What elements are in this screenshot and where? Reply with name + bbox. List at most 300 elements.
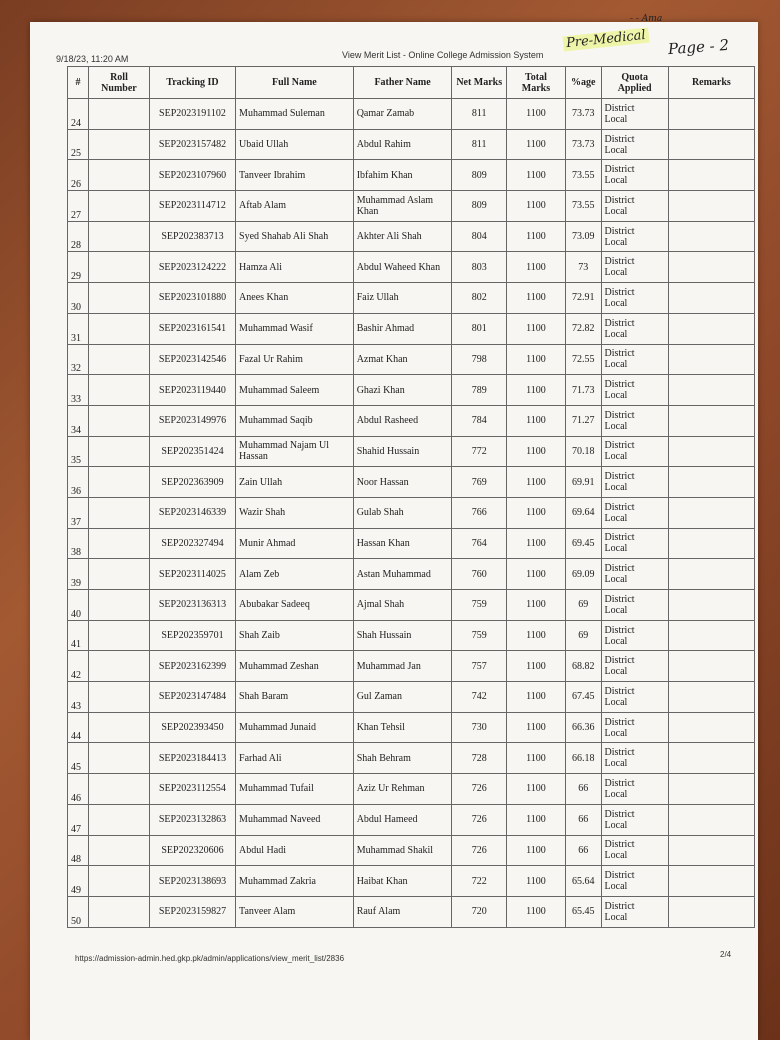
quota-line-1: District [604, 164, 635, 176]
footer-page-number: 2/4 [720, 950, 732, 959]
father-name: Faiz Ullah [353, 283, 452, 314]
roll-number [89, 375, 150, 406]
total-marks: 1100 [507, 835, 566, 866]
tracking-id: SEP2023101880 [149, 283, 235, 314]
page-title: View Merit List - Online College Admission System [342, 50, 544, 60]
father-name: Akhter Ali Shah [353, 221, 452, 252]
remarks [668, 283, 754, 314]
quota-applied [601, 467, 668, 498]
row-index: 50 [68, 896, 89, 927]
total-marks: 1100 [507, 99, 566, 130]
roll-number [89, 221, 150, 252]
quota-applied [601, 559, 668, 590]
father-name: Ajmal Shah [353, 590, 452, 621]
col-total-marks-header: Total Marks [507, 67, 566, 99]
quota-applied [601, 497, 668, 528]
net-marks: 784 [452, 405, 507, 436]
father-name: Aziz Ur Rehman [353, 774, 452, 805]
tracking-id: SEP202320606 [149, 835, 235, 866]
remarks [668, 528, 754, 559]
total-marks: 1100 [507, 559, 566, 590]
roll-number [89, 835, 150, 866]
row-index: 32 [68, 344, 89, 375]
table-row [68, 191, 755, 222]
quota-line-2: Local [604, 512, 628, 524]
row-index: 43 [68, 682, 89, 713]
quota-applied [601, 804, 668, 835]
row-index: 34 [68, 405, 89, 436]
percentage: 66 [565, 774, 601, 805]
quota-line-1: District [604, 624, 635, 636]
full-name: Wazir Shah [236, 497, 354, 528]
percentage: 70.18 [565, 436, 601, 467]
full-name: Munir Ahmad [236, 528, 354, 559]
tracking-id: SEP2023119440 [149, 375, 235, 406]
father-name: Gul Zaman [353, 682, 452, 713]
col-tracking-id-header: Tracking ID [149, 67, 235, 99]
quota-line-2: Local [604, 758, 628, 770]
quota-line-1: District [604, 286, 635, 298]
net-marks: 811 [452, 129, 507, 160]
total-marks: 1100 [507, 283, 566, 314]
quota-applied [601, 160, 668, 191]
quota-line-1: District [604, 440, 635, 452]
table-row [68, 221, 755, 252]
total-marks: 1100 [507, 590, 566, 621]
father-name: Muhammad Shakil [353, 835, 452, 866]
total-marks: 1100 [507, 313, 566, 344]
quota-line-1: District [604, 379, 635, 391]
quota-applied [601, 590, 668, 621]
father-name: Gulab Shah [353, 497, 452, 528]
full-name: Ubaid Ullah [236, 129, 354, 160]
row-index: 44 [68, 712, 89, 743]
remarks [668, 160, 754, 191]
row-index: 47 [68, 804, 89, 835]
tracking-id: SEP2023114712 [149, 191, 235, 222]
remarks [668, 497, 754, 528]
quota-line-2: Local [604, 359, 628, 371]
row-index: 38 [68, 528, 89, 559]
quota-line-1: District [604, 225, 635, 237]
net-marks: 757 [452, 651, 507, 682]
full-name: Tanveer Ibrahim [236, 160, 354, 191]
full-name: Muhammad Junaid [236, 712, 354, 743]
roll-number [89, 774, 150, 805]
total-marks: 1100 [507, 221, 566, 252]
tracking-id: SEP202363909 [149, 467, 235, 498]
row-index: 26 [68, 160, 89, 191]
quota-applied [601, 774, 668, 805]
quota-applied [601, 283, 668, 314]
remarks [668, 252, 754, 283]
quota-line-1: District [604, 133, 635, 145]
full-name: Muhammad Najam Ul Hassan [236, 436, 354, 467]
net-marks: 728 [452, 743, 507, 774]
father-name: Abdul Rahim [353, 129, 452, 160]
roll-number [89, 804, 150, 835]
tracking-id: SEP2023149976 [149, 405, 235, 436]
full-name: Muhammad Suleman [236, 99, 354, 130]
quota-line-2: Local [604, 850, 628, 862]
handwritten-top-note: - - Ama [630, 14, 663, 24]
remarks [668, 651, 754, 682]
father-name: Muhammad Jan [353, 651, 452, 682]
row-index: 30 [68, 283, 89, 314]
quota-line-2: Local [604, 635, 628, 647]
total-marks: 1100 [507, 651, 566, 682]
row-index: 39 [68, 559, 89, 590]
quota-line-2: Local [604, 144, 628, 156]
percentage: 69.64 [565, 497, 601, 528]
quota-applied [601, 344, 668, 375]
net-marks: 769 [452, 467, 507, 498]
father-name: Shah Hussain [353, 620, 452, 651]
quota-line-2: Local [604, 574, 628, 586]
roll-number [89, 344, 150, 375]
net-marks: 809 [452, 191, 507, 222]
quota-line-2: Local [604, 727, 628, 739]
table-row [68, 743, 755, 774]
quota-line-1: District [604, 685, 635, 697]
printed-page [30, 14, 758, 1040]
remarks [668, 344, 754, 375]
net-marks: 726 [452, 804, 507, 835]
row-index: 49 [68, 866, 89, 897]
tracking-id: SEP2023112554 [149, 774, 235, 805]
tracking-id: SEP2023161541 [149, 313, 235, 344]
quota-line-1: District [604, 532, 635, 544]
table-row [68, 620, 755, 651]
full-name: Abdul Hadi [236, 835, 354, 866]
row-index: 36 [68, 467, 89, 498]
full-name: Hamza Ali [236, 252, 354, 283]
tracking-id: SEP202327494 [149, 528, 235, 559]
full-name: Anees Khan [236, 283, 354, 314]
total-marks: 1100 [507, 804, 566, 835]
quota-line-1: District [604, 409, 635, 421]
table-row [68, 528, 755, 559]
full-name: Muhammad Naveed [236, 804, 354, 835]
total-marks: 1100 [507, 405, 566, 436]
header-row [68, 67, 755, 99]
table-row [68, 559, 755, 590]
roll-number [89, 682, 150, 713]
row-index: 45 [68, 743, 89, 774]
merit-list-table [67, 66, 755, 928]
total-marks: 1100 [507, 436, 566, 467]
full-name: Muhammad Zeshan [236, 651, 354, 682]
quota-line-1: District [604, 348, 635, 360]
remarks [668, 405, 754, 436]
percentage: 69.91 [565, 467, 601, 498]
full-name: Shah Zaib [236, 620, 354, 651]
total-marks: 1100 [507, 129, 566, 160]
remarks [668, 835, 754, 866]
net-marks: 809 [452, 160, 507, 191]
percentage: 65.45 [565, 896, 601, 927]
percentage: 72.91 [565, 283, 601, 314]
roll-number [89, 528, 150, 559]
percentage: 73 [565, 252, 601, 283]
print-datetime: 9/18/23, 11:20 AM [56, 54, 129, 64]
quota-applied [601, 405, 668, 436]
full-name: Farhad Ali [236, 743, 354, 774]
father-name: Qamar Zamab [353, 99, 452, 130]
roll-number [89, 436, 150, 467]
percentage: 69 [565, 620, 601, 651]
quota-line-1: District [604, 808, 635, 820]
percentage: 71.27 [565, 405, 601, 436]
full-name: Alam Zeb [236, 559, 354, 590]
net-marks: 801 [452, 313, 507, 344]
total-marks: 1100 [507, 191, 566, 222]
remarks [668, 375, 754, 406]
total-marks: 1100 [507, 712, 566, 743]
quota-line-2: Local [604, 236, 628, 248]
remarks [668, 221, 754, 252]
net-marks: 722 [452, 866, 507, 897]
net-marks: 803 [452, 252, 507, 283]
quota-line-2: Local [604, 696, 628, 708]
quota-line-2: Local [604, 911, 628, 923]
father-name: Hassan Khan [353, 528, 452, 559]
father-name: Abdul Rasheed [353, 405, 452, 436]
remarks [668, 774, 754, 805]
father-name: Abdul Waheed Khan [353, 252, 452, 283]
table-row [68, 774, 755, 805]
col-net-marks-header: Net Marks [452, 67, 507, 99]
roll-number [89, 405, 150, 436]
table-row [68, 804, 755, 835]
quota-line-2: Local [604, 113, 628, 125]
total-marks: 1100 [507, 344, 566, 375]
remarks [668, 129, 754, 160]
tracking-id: SEP2023146339 [149, 497, 235, 528]
quota-line-1: District [604, 716, 635, 728]
net-marks: 730 [452, 712, 507, 743]
percentage: 71.73 [565, 375, 601, 406]
father-name: Ghazi Khan [353, 375, 452, 406]
row-index: 41 [68, 620, 89, 651]
father-name: Abdul Hameed [353, 804, 452, 835]
table-row [68, 896, 755, 927]
quota-line-2: Local [604, 328, 628, 340]
col-percentage-header: %age [565, 67, 601, 99]
quota-line-2: Local [604, 297, 628, 309]
table-row [68, 682, 755, 713]
row-index: 42 [68, 651, 89, 682]
percentage: 66 [565, 835, 601, 866]
quota-applied [601, 99, 668, 130]
table-row [68, 835, 755, 866]
percentage: 67.45 [565, 682, 601, 713]
total-marks: 1100 [507, 896, 566, 927]
quota-line-1: District [604, 102, 635, 114]
tracking-id: SEP202393450 [149, 712, 235, 743]
row-index: 27 [68, 191, 89, 222]
roll-number [89, 467, 150, 498]
roll-number [89, 313, 150, 344]
percentage: 73.55 [565, 191, 601, 222]
remarks [668, 313, 754, 344]
percentage: 69.09 [565, 559, 601, 590]
total-marks: 1100 [507, 866, 566, 897]
roll-number [89, 743, 150, 774]
net-marks: 804 [452, 221, 507, 252]
father-name: Bashir Ahmad [353, 313, 452, 344]
row-index: 35 [68, 436, 89, 467]
col-index-header: # [68, 67, 89, 99]
row-index: 25 [68, 129, 89, 160]
col-full-name-header: Full Name [236, 67, 354, 99]
father-name: Haibat Khan [353, 866, 452, 897]
quota-line-2: Local [604, 819, 628, 831]
quota-line-1: District [604, 777, 635, 789]
quota-applied [601, 252, 668, 283]
full-name: Fazal Ur Rahim [236, 344, 354, 375]
table-row [68, 252, 755, 283]
quota-line-1: District [604, 747, 635, 759]
net-marks: 726 [452, 774, 507, 805]
remarks [668, 896, 754, 927]
table-row [68, 712, 755, 743]
net-marks: 720 [452, 896, 507, 927]
quota-applied [601, 191, 668, 222]
total-marks: 1100 [507, 620, 566, 651]
roll-number [89, 866, 150, 897]
net-marks: 726 [452, 835, 507, 866]
net-marks: 811 [452, 99, 507, 130]
quota-applied [601, 620, 668, 651]
col-quota-applied-header: Quota Applied [601, 67, 668, 99]
roll-number [89, 283, 150, 314]
table-row [68, 866, 755, 897]
full-name: Muhammad Tufail [236, 774, 354, 805]
quota-line-1: District [604, 471, 635, 483]
quota-line-2: Local [604, 175, 628, 187]
full-name: Syed Shahab Ali Shah [236, 221, 354, 252]
tracking-id: SEP2023147484 [149, 682, 235, 713]
full-name: Abubakar Sadeeq [236, 590, 354, 621]
quota-line-2: Local [604, 390, 628, 402]
quota-line-1: District [604, 194, 635, 206]
remarks [668, 436, 754, 467]
percentage: 66.18 [565, 743, 601, 774]
percentage: 73.55 [565, 160, 601, 191]
net-marks: 759 [452, 620, 507, 651]
full-name: Tanveer Alam [236, 896, 354, 927]
tracking-id: SEP202351424 [149, 436, 235, 467]
remarks [668, 804, 754, 835]
tracking-id: SEP2023114025 [149, 559, 235, 590]
quota-applied [601, 743, 668, 774]
quota-line-1: District [604, 655, 635, 667]
table-row [68, 497, 755, 528]
quota-line-2: Local [604, 604, 628, 616]
quota-applied [601, 313, 668, 344]
table-row [68, 160, 755, 191]
row-index: 31 [68, 313, 89, 344]
net-marks: 764 [452, 528, 507, 559]
roll-number [89, 590, 150, 621]
net-marks: 742 [452, 682, 507, 713]
total-marks: 1100 [507, 528, 566, 559]
quota-line-1: District [604, 839, 635, 851]
quota-applied [601, 682, 668, 713]
roll-number [89, 620, 150, 651]
quota-line-1: District [604, 900, 635, 912]
percentage: 72.55 [565, 344, 601, 375]
quota-applied [601, 129, 668, 160]
quota-applied [601, 896, 668, 927]
quota-line-1: District [604, 256, 635, 268]
percentage: 65.64 [565, 866, 601, 897]
table-row [68, 467, 755, 498]
tracking-id: SEP2023138693 [149, 866, 235, 897]
father-name: Azmat Khan [353, 344, 452, 375]
table-row [68, 283, 755, 314]
full-name: Zain Ullah [236, 467, 354, 498]
father-name: Muhammad Aslam Khan [353, 191, 452, 222]
percentage: 68.82 [565, 651, 601, 682]
quota-applied [601, 221, 668, 252]
quota-line-1: District [604, 870, 635, 882]
full-name: Muhammad Saqib [236, 405, 354, 436]
father-name: Ibfahim Khan [353, 160, 452, 191]
row-index: 37 [68, 497, 89, 528]
table-row [68, 344, 755, 375]
net-marks: 802 [452, 283, 507, 314]
table-row [68, 651, 755, 682]
table-row [68, 313, 755, 344]
remarks [668, 712, 754, 743]
row-index: 40 [68, 590, 89, 621]
roll-number [89, 559, 150, 590]
roll-number [89, 129, 150, 160]
tracking-id: SEP2023159827 [149, 896, 235, 927]
percentage: 72.82 [565, 313, 601, 344]
tracking-id: SEP2023184413 [149, 743, 235, 774]
row-index: 33 [68, 375, 89, 406]
remarks [668, 866, 754, 897]
quota-line-2: Local [604, 666, 628, 678]
quota-applied [601, 651, 668, 682]
tracking-id: SEP202359701 [149, 620, 235, 651]
quota-line-2: Local [604, 543, 628, 555]
table-row [68, 405, 755, 436]
roll-number [89, 651, 150, 682]
roll-number [89, 497, 150, 528]
net-marks: 772 [452, 436, 507, 467]
col-father-name-header: Father Name [353, 67, 452, 99]
tracking-id: SEP2023162399 [149, 651, 235, 682]
tracking-id: SEP2023124222 [149, 252, 235, 283]
remarks [668, 467, 754, 498]
full-name: Shah Baram [236, 682, 354, 713]
quota-line-2: Local [604, 451, 628, 463]
roll-number [89, 160, 150, 191]
full-name: Muhammad Zakria [236, 866, 354, 897]
table-row [68, 436, 755, 467]
row-index: 29 [68, 252, 89, 283]
row-index: 46 [68, 774, 89, 805]
percentage: 66.36 [565, 712, 601, 743]
tracking-id: SEP2023191102 [149, 99, 235, 130]
footer-url: https://admission-admin.hed.gkp.pk/admin/applications/view_merit_list/2836 [75, 954, 345, 963]
father-name: Rauf Alam [353, 896, 452, 927]
handwritten-page-number: Page - 2 [667, 35, 730, 59]
